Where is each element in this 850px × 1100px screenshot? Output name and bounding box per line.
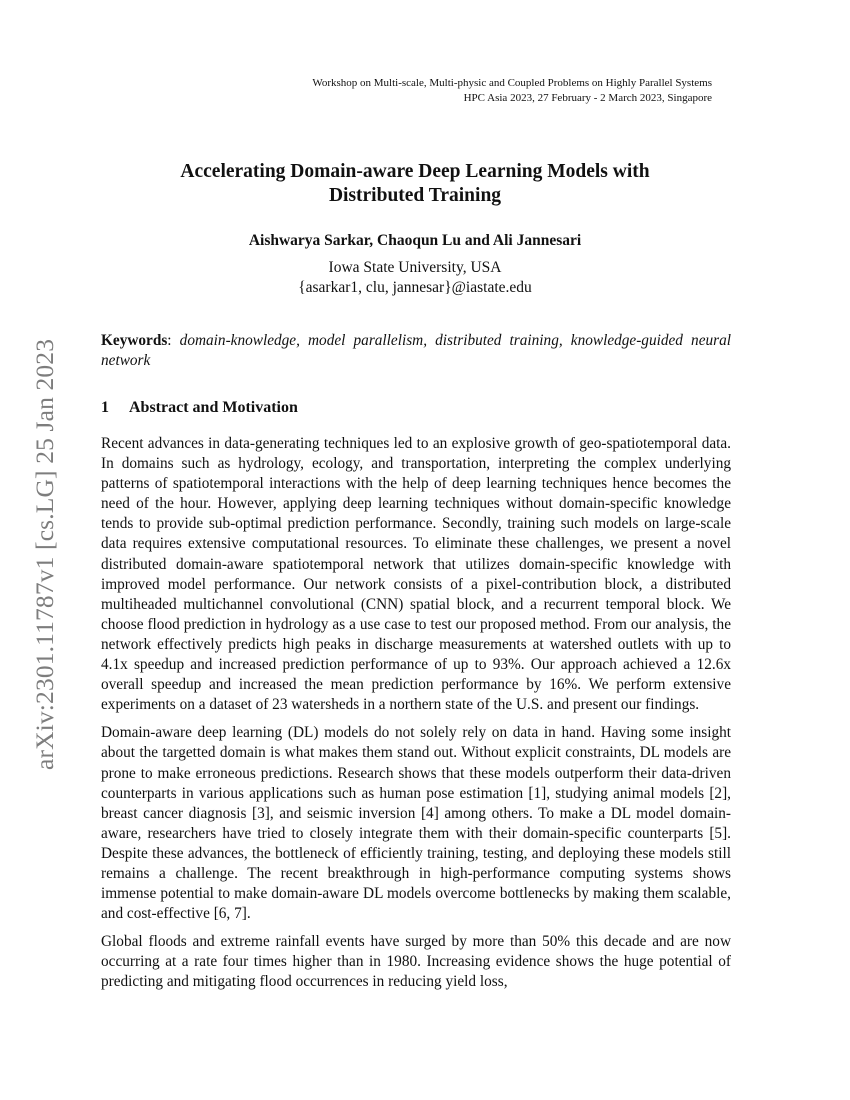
paragraph: Recent advances in data-generating techniques led to an explosive growth of geo-spatiotemporal data. In domains such as hydrology, ecology, and transportation, interpreting the complex underlying patterns of spatiotemporal interactions with the help of deep learning techniques hence becomes the need of the hour. However, applying deep learning techniques without domain-specific knowledge tends to provide sub-optimal prediction performance. Secondly, training such models on large-scale data requires extensive computational resources. To eliminate these challenges, we present a novel distributed domain-aware spatiotemporal network that utilizes domain-specific knowledge with improved model performance. Our network consists of a pixel-contribution block, a distributed multiheaded multichannel convolutional (CNN) spatial block, and a recurrent temporal block. We choose flood prediction in hydrology as a use case to test our proposed method. From our analysis, the network effectively predicts high peaks in discharge measurements at watershed outlets with up to 4.1x speedup and increased prediction performance of up to 93%. Our approach achieved a 12.6x overall speedup and increased the mean prediction performance by 16%. We perform extensive experiments on a dataset of 23 watersheds in a northern state of the U.S. and present our findings.	[101, 435, 731, 714]
arxiv-identifier: arXiv:2301.11787v1 [cs.LG] 25 Jan 2023	[30, 338, 59, 770]
institution: Iowa State University, USA	[328, 259, 502, 276]
title-line-2: Distributed Training	[328, 185, 502, 206]
title-line-1: Accelerating Domain-aware Deep Learning Models with	[180, 161, 650, 182]
author-list: Aishwarya Sarkar, Chaoqun Lu and Ali Jannesari	[248, 232, 582, 249]
paragraph: Global floods and extreme rainfall events have surged by more than 50% this decade and are now occurring at a rate four times higher than in 1980. Increasing evidence shows the huge potential of predicting and mitigating flood occurrences in reducing yield loss,	[101, 933, 731, 991]
affiliation-block	[100, 258, 730, 298]
venue-line-1: Workshop on Multi-scale, Multi-physic and Coupled Problems on Highly Parallel Systems	[312, 77, 712, 89]
venue-header	[312, 76, 712, 106]
abstract-body	[101, 434, 731, 1001]
section-title: Abstract and Motivation	[129, 399, 298, 416]
paragraph: Domain-aware deep learning (DL) models do not solely rely on data in hand. Having some insight about the targetted domain is what makes them stand out. Without explicit constraints, DL models are prone to make erroneous predictions. Research shows that these models outperform their data-driven counterparts in various applications such as human pose estimation [1], studying animal models [2], breast cancer diagnosis [3], and seismic inversion [4] among others. To make a DL model domain-aware, researchers have tried to closely integrate them with their domain-specific counterparts [5]. Despite these advances, the bottleneck of efficiently training, testing, and deploying these models still remains a challenge. The recent breakthrough in high-performance computing systems shows immense potential to make domain-aware DL models overcome bottlenecks by making them scalable, and cost-effective [6, 7].	[101, 724, 731, 923]
venue-line-2: HPC Asia 2023, 27 February - 2 March 2023, Singapore	[463, 92, 712, 104]
keywords-label: Keywords	[101, 332, 168, 349]
author-emails: {asarkar1, clu, jannesar}@iastate.edu	[298, 279, 532, 296]
section-number: 1	[101, 399, 109, 416]
keywords-block	[101, 331, 731, 371]
keywords-separator: :	[167, 332, 180, 349]
paper-title	[100, 160, 730, 208]
section-heading	[101, 399, 298, 417]
keywords-list: domain-knowledge, model parallelism, distributed training, knowledge-guided neural network	[101, 332, 731, 370]
